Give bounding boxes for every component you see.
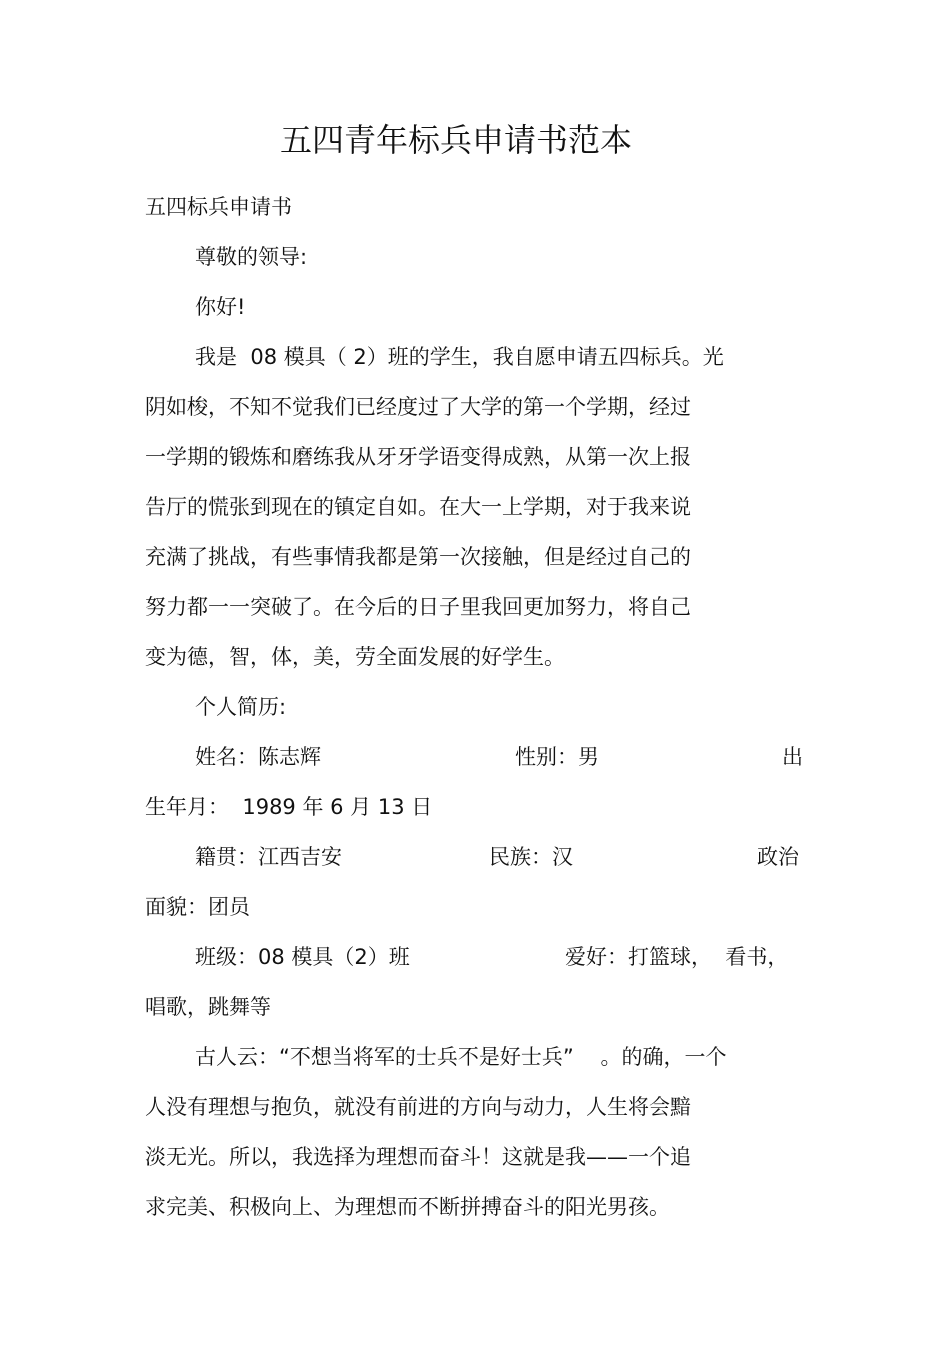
resume-birth-prefix: 出 [782, 745, 803, 769]
subtitle: 五四标兵申请书 [145, 195, 292, 219]
resume-gender: 性别：男 [515, 745, 599, 769]
paragraph-line: 充满了挑战，有些事情我都是第一次接触，但是经过自己的 [145, 545, 691, 569]
resume-political: 面貌：团员 [145, 895, 250, 919]
paragraph-line: 阴如梭，不知不觉我们已经度过了大学的第一个学期，经过 [145, 395, 691, 419]
resume-heading: 个人简历: [195, 695, 287, 719]
document-title: 五四青年标兵申请书范本 [279, 121, 632, 159]
paragraph-line: 告厅的慌张到现在的镇定自如。在大一上学期，对于我来说 [145, 495, 691, 519]
paragraph-line: 人没有理想与抱负，就没有前进的方向与动力，人生将会黯 [145, 1095, 691, 1119]
paragraph-line: 古人云：“不想当将军的士兵不是好士兵” 。的确，一个 [195, 1045, 727, 1069]
resume-name: 姓名：陈志辉 [195, 745, 321, 769]
paragraph-line: 努力都一一突破了。在今后的日子里我回更加努力，将自己 [145, 595, 691, 619]
resume-political-prefix: 政治 [757, 845, 799, 869]
resume-class: 班级：08 模具（2）班 [195, 945, 410, 969]
resume-birth: 生年月： 1989 年 6 月 13 日 [145, 795, 433, 819]
resume-hobby: 唱歌，跳舞等 [145, 995, 271, 1019]
paragraph-line: 我是 08 模具（ 2）班的学生，我自愿申请五四标兵。光 [195, 345, 724, 369]
paragraph-line: 淡无光。所以，我选择为理想而奋斗！这就是我——一个追 [145, 1145, 691, 1169]
greeting: 你好! [195, 295, 246, 319]
resume-hobby-prefix: 爱好：打篮球， 看书， [565, 945, 789, 969]
resume-origin: 籍贯：江西吉安 [195, 845, 342, 869]
paragraph-line: 求完美、积极向上、为理想而不断拼搏奋斗的阳光男孩。 [145, 1195, 670, 1219]
resume-ethnicity: 民族：汉 [489, 845, 573, 869]
salutation: 尊敬的领导: [195, 245, 308, 269]
paragraph-line: 变为德，智，体，美，劳全面发展的好学生。 [145, 645, 565, 669]
paragraph-line: 一学期的锻炼和磨练我从牙牙学语变得成熟，从第一次上报 [145, 445, 691, 469]
